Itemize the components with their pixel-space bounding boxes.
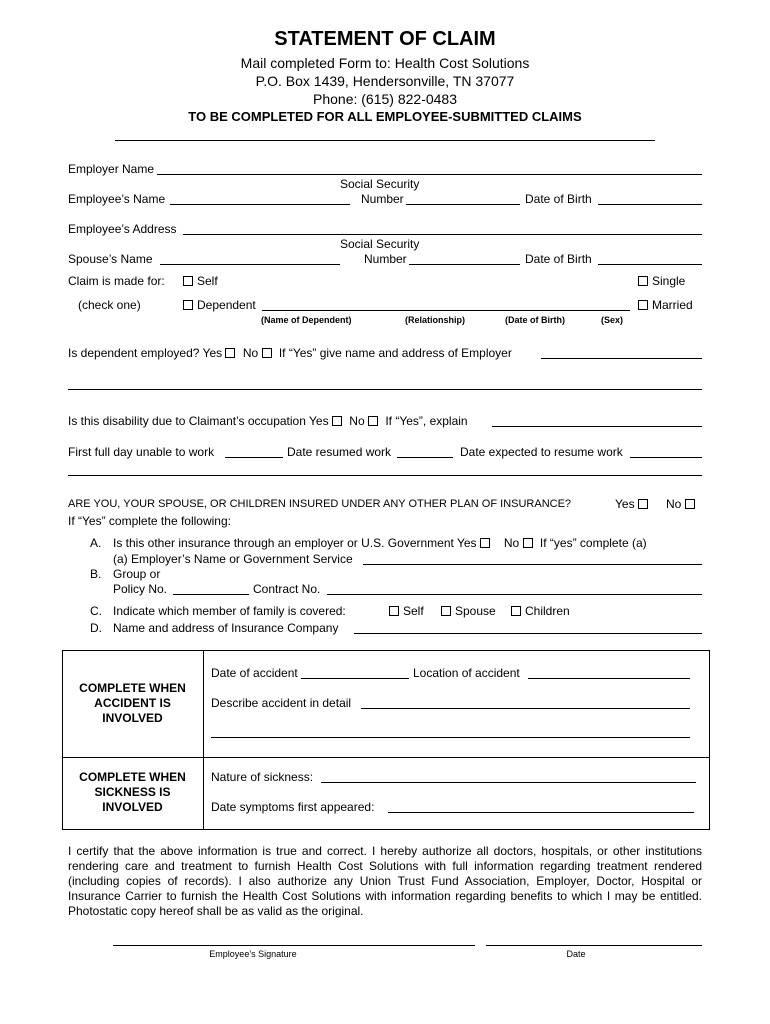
ssn-label-1: Social Security [340,177,420,191]
insurance-question: ARE YOU, YOUR SPOUSE, OR CHILDREN INSURED UNDER ANY OTHER PLAN OF INSURANCE? [68,498,572,510]
disability-yes-checkbox[interactable] [332,416,342,426]
ssn-number-label-1: Number [361,192,404,206]
subtitle: TO BE COMPLETED FOR ALL EMPLOYEE-SUBMITTED CLAIMS [188,109,582,124]
disability-row [68,414,468,428]
describe-accident-label: Describe accident in detail [211,696,352,710]
location-of-accident-field[interactable] [528,678,690,679]
page-title: STATEMENT OF CLAIM [274,28,496,50]
first-full-day-label: First full day unable to work [68,445,215,459]
covered-self-label: Self [403,604,424,618]
header-divider [115,140,655,141]
certification-text: I certify that the above information is true and correct. I hereby authorize all doctors, hospitals, or other institutions rendering care and treatment to furnish Health Cost Solutions with full information regarding treatment rendered (including copies of records). I also authorize any Union Trust Fund Association, Employer, Doctor, Hospital or Insurance Carrier to furnish the Health Cost Solutions with information regarding benefits to which I may be entitled. Photostatic copy hereof shall be as valid as the original. [68,844,702,918]
item-a-text: Is this other insurance through an employer or U.S. Government Yes [113,536,477,550]
employee-dob-label: Date of Birth [525,192,592,206]
date-of-accident-field[interactable] [301,678,409,679]
item-a-sub-label: (a) Employer’s Name or Government Service [113,552,353,566]
disability-no-label: No [349,414,365,428]
date-resumed-label: Date resumed work [287,445,392,459]
item-b-letter: B. [90,567,102,581]
spouse-dob-field[interactable] [598,264,702,265]
item-a-no-label: No [503,536,520,550]
single-checkbox[interactable] [638,276,648,286]
policy-number-field[interactable] [173,594,249,595]
insurance-no-label: No [666,497,682,511]
contract-number-label: Contract No. [253,582,321,596]
item-a-if-yes: If “yes” complete (a) [539,536,647,550]
sickness-label-line-3: INVOLVED [102,800,163,814]
item-a-row [113,536,647,550]
employer-name-field[interactable] [157,174,702,175]
employer-name-label: Employer Name [68,162,155,176]
disability-label: Is this disability due to Claimant’s occupation Yes [68,414,329,428]
first-full-day-field[interactable] [225,457,283,458]
table-vertical-divider [203,650,204,829]
employee-address-field[interactable] [183,234,702,235]
covered-children-label: Children [525,604,570,618]
employee-name-field[interactable] [170,204,350,205]
if-yes-complete-label: If “Yes” complete the following: [68,514,231,528]
dependent-employed-yes-checkbox[interactable] [225,348,235,358]
covered-spouse-label: Spouse [455,604,496,618]
covered-children-option[interactable] [511,604,570,618]
item-d-letter: D. [90,621,102,635]
check-one-label: (check one) [78,298,141,312]
date-resumed-field[interactable] [397,457,453,458]
employee-address-label: Employee’s Address [68,222,177,236]
covered-self-checkbox[interactable] [389,606,399,616]
claim-made-for-label: Claim is made for: [68,274,165,288]
date-of-accident-label: Date of accident [211,666,298,680]
dependent-employed-row [68,346,512,360]
covered-self-option[interactable] [389,604,424,618]
married-label: Married [652,298,693,312]
employer-government-field[interactable] [363,564,702,565]
item-a-no-checkbox[interactable] [523,538,533,548]
disability-explain-label: If “Yes”, explain [385,414,468,428]
sickness-section-label [62,770,203,815]
employee-name-label: Employee’s Name [68,192,166,206]
item-d-text: Name and address of Insurance Company [113,621,339,635]
nature-of-sickness-field[interactable] [321,782,696,783]
describe-accident-field-2[interactable] [211,737,690,738]
married-option[interactable] [638,298,693,312]
table-horizontal-divider [62,757,709,758]
dependent-employed-no-checkbox[interactable] [262,348,272,358]
dependent-field[interactable] [262,310,630,311]
sickness-label-line-1: COMPLETE WHEN [79,770,186,784]
mail-to-text: Mail completed Form to: Health Cost Solutions [240,55,530,71]
item-a-letter: A. [90,536,102,550]
single-option[interactable] [638,274,685,288]
disability-explain-field[interactable] [492,426,702,427]
dependent-employer-field-2[interactable] [68,389,702,390]
date-symptoms-label: Date symptoms first appeared: [211,800,375,814]
name-of-dependent-caption: (Name of Dependent) [261,315,352,325]
location-of-accident-label: Location of accident [413,666,520,680]
single-label: Single [652,274,686,288]
covered-spouse-option[interactable] [441,604,496,618]
address-text: P.O. Box 1439, Hendersonville, TN 37077 [255,73,515,89]
item-b-policy: Policy No. [113,582,168,596]
self-checkbox[interactable] [183,276,193,286]
accident-label-line-3: INVOLVED [102,711,163,725]
insurance-no-checkbox[interactable] [685,499,695,509]
section-divider [68,475,702,476]
date-expected-field[interactable] [630,457,702,458]
contract-number-field[interactable] [327,594,702,595]
nature-of-sickness-label: Nature of sickness: [211,770,314,784]
covered-spouse-checkbox[interactable] [441,606,451,616]
dob-caption: (Date of Birth) [505,315,565,325]
employee-dob-field[interactable] [598,204,702,205]
item-c-letter: C. [90,604,102,618]
insurance-no-option[interactable] [666,497,699,511]
accident-label-line-1: COMPLETE WHEN [79,681,186,695]
dependent-checkbox[interactable] [183,300,193,310]
insurance-yes-checkbox[interactable] [638,499,648,509]
ssn-label-2: Social Security [340,237,420,251]
employee-ssn-field[interactable] [406,204,520,205]
married-checkbox[interactable] [638,300,648,310]
date-symptoms-field[interactable] [388,812,694,813]
dependent-label: Dependent [197,298,256,312]
item-c-text: Indicate which member of family is covered: [113,604,346,618]
spouse-ssn-field[interactable] [409,264,520,265]
relationship-caption: (Relationship) [405,315,465,325]
self-label: Self [197,274,218,288]
covered-children-checkbox[interactable] [511,606,521,616]
insurance-company-field[interactable] [354,633,702,634]
spouse-dob-label: Date of Birth [525,252,592,266]
signature-date-field[interactable] [486,945,702,946]
ssn-number-label-2: Number [364,252,407,266]
accident-section-label [62,681,203,726]
spouse-name-field[interactable] [160,264,340,265]
date-caption: Date [566,949,586,959]
sickness-label-line-2: SICKNESS IS [94,785,171,799]
sex-caption: (Sex) [601,315,624,325]
phone-text: Phone: (615) 822-0483 [313,91,457,107]
dependent-employer-field[interactable] [541,358,702,359]
disability-no-checkbox[interactable] [368,416,378,426]
dependent-employed-label: Is dependent employed? Yes [68,346,223,360]
dependent-employed-no-label: No [242,346,259,360]
date-expected-label: Date expected to resume work [460,445,623,459]
self-option[interactable] [183,274,218,288]
employee-signature-field[interactable] [113,945,475,946]
accident-label-line-2: ACCIDENT IS [94,696,171,710]
if-yes-employer-label: If “Yes” give name and address of Employer [278,346,512,360]
item-b-group: Group or [113,567,161,581]
dependent-option[interactable] [183,298,256,312]
spouse-name-label: Spouse’s Name [68,252,153,266]
employee-signature-caption: Employee’s Signature [209,949,297,959]
item-a-yes-checkbox[interactable] [480,538,490,548]
insurance-yes-option[interactable] [615,497,652,511]
insurance-yes-label: Yes [615,497,635,511]
describe-accident-field[interactable] [361,708,690,709]
